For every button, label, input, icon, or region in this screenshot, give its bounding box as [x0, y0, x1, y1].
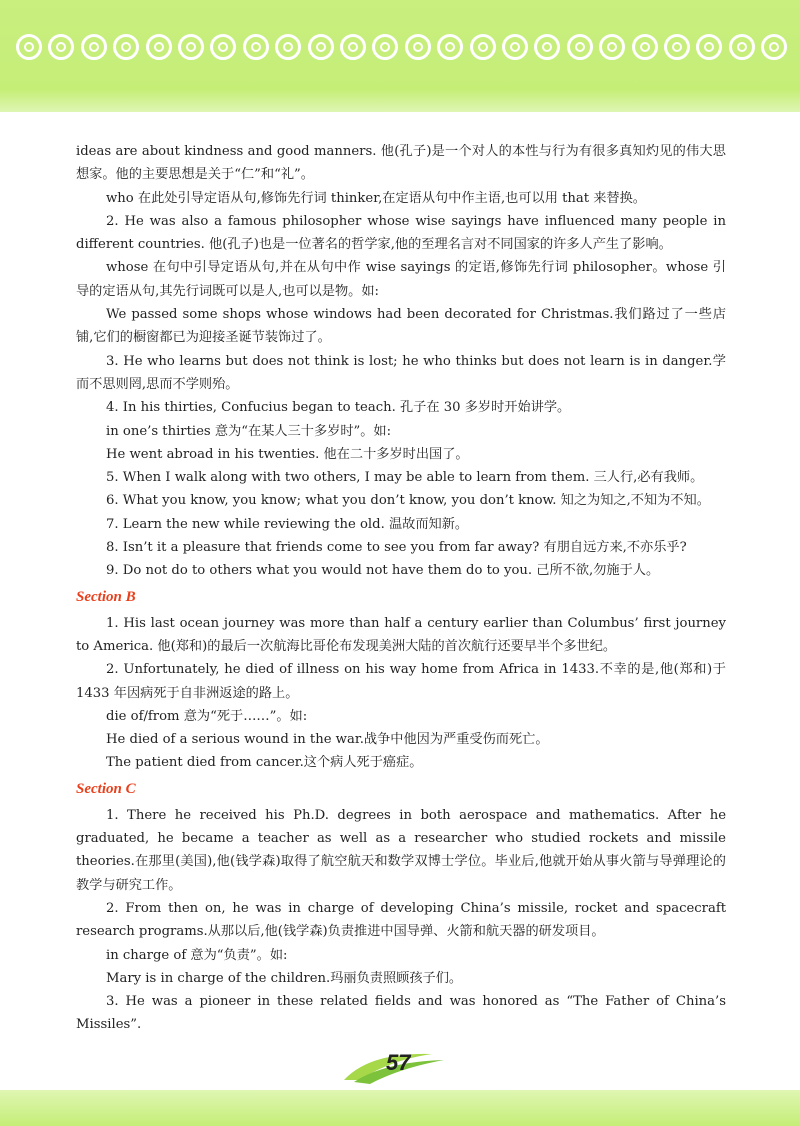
paragraph: die of/from 意为“死于……”。如: [106, 708, 308, 724]
paragraph: in charge of 意为“负责”。如: [106, 947, 288, 963]
ring-icon [340, 34, 366, 60]
ring-icon [599, 34, 625, 60]
ring-icon [113, 34, 139, 60]
ring-icon [664, 34, 690, 60]
ring-icon [405, 34, 431, 60]
ring-icon [567, 34, 593, 60]
paragraph: He died of a serious wound in the war.战争中他因为严重受伤而死亡。 [106, 732, 549, 748]
paragraph: 6. What you know, you know; what you don’t know, you don’t know. 知之为知之,不知为不知。 [106, 493, 710, 509]
paragraph: 2. He was also a famous philosopher whose wise sayings have influenced many people in different countries. 他(孔子)也是一位著名的哲学家,他的至理名言对不同国家的许多人产生了影响。 [76, 213, 726, 253]
paragraph: 3. He was a pioneer in these related fields and was honored as “The Father of China’s Missiles”. [76, 994, 726, 1033]
ring-icon [146, 34, 172, 60]
page-number: 57 [386, 1050, 411, 1075]
paragraph: He went abroad in his twenties. 他在二十多岁时出国了。 [106, 446, 469, 462]
decorative-rings [16, 34, 786, 74]
ring-icon [696, 34, 722, 60]
ring-icon [632, 34, 658, 60]
paragraph: who 在此处引导定语从句,修饰先行词 thinker,在定语从句中作主语,也可以用 that 来替换。 [106, 190, 646, 206]
ring-icon [243, 34, 269, 60]
ring-icon [48, 34, 74, 60]
section-c-heading: Section C [76, 780, 136, 797]
paragraph: 1. His last ocean journey was more than half a century earlier than Columbus’ first journey to America. 他(郑和)的最后一次航海比哥伦布发现美洲大陆的首次航行还要早半个多世纪。 [76, 615, 726, 654]
ring-icon [534, 34, 560, 60]
paragraph: whose 在句中引导定语从句,并在从句中作 wise sayings 的定语,修饰先行词 philosopher。whose 引导的定语从句,其先行词既可以是人,也可以是物。如: [76, 260, 726, 299]
section-b-heading: Section B [76, 588, 136, 605]
paragraph: 5. When I walk along with two others, I may be able to learn from them. 三人行,必有我师。 [106, 470, 704, 486]
footer-band [0, 1090, 800, 1126]
ring-icon [437, 34, 463, 60]
paragraph: 3. He who learns but does not think is lost; he who thinks but does not learn is in danger.学而不思则罔,思而不学则殆。 [76, 353, 726, 392]
ring-icon [308, 34, 334, 60]
ring-icon [372, 34, 398, 60]
ring-icon [761, 34, 787, 60]
paragraph: 7. Learn the new while reviewing the old. 温故而知新。 [106, 516, 469, 532]
page-content [76, 140, 726, 1037]
paragraph: ideas are about kindness and good manners. 他(孔子)是一个对人的本性与行为有很多真知灼见的伟大思想家。他的主要思想是关于“仁”和“礼”。 [76, 144, 726, 183]
ring-icon [81, 34, 107, 60]
ring-icon [178, 34, 204, 60]
paragraph: 2. From then on, he was in charge of developing China’s missile, rocket and spacecraft research programs.从那以后,他(钱学森)负责推进中国导弹、火箭和航天器的研发项目。 [76, 900, 726, 940]
paragraph: 2. Unfortunately, he died of illness on his way home from Africa in 1433.不幸的是,他(郑和)于1433 年因病死于自非洲返途的路上。 [76, 662, 726, 701]
paragraph: 9. Do not do to others what you would not have them do to you. 己所不欲,勿施于人。 [106, 563, 660, 579]
header-band [0, 0, 800, 112]
ring-icon [16, 34, 42, 60]
ring-icon [470, 34, 496, 60]
ring-icon [210, 34, 236, 60]
paragraph: 8. Isn’t it a pleasure that friends come to see you from far away? 有朋自远方来,不亦乐乎? [106, 540, 687, 556]
paragraph: in one’s thirties 意为“在某人三十多岁时”。如: [106, 423, 392, 439]
ring-icon [729, 34, 755, 60]
ring-icon [502, 34, 528, 60]
page-number-badge [340, 1046, 450, 1086]
paragraph: Mary is in charge of the children.玛丽负责照顾孩子们。 [106, 970, 463, 986]
paragraph: We passed some shops whose windows had been decorated for Christmas.我们路过了一些店铺,它们的橱窗都已为迎接圣诞节装饰过了。 [76, 307, 726, 346]
paragraph: 4. In his thirties, Confucius began to teach. 孔子在 30 多岁时开始讲学。 [106, 400, 571, 416]
paragraph: The patient died from cancer.这个病人死于癌症。 [106, 755, 423, 771]
paragraph: 1. There he received his Ph.D. degrees in both aerospace and mathematics. After he graduated, he became a teacher as well as a researcher who studied rockets and missile theories.在那里(美国),他(钱学森)取得了航空航天和数学双博士学位。毕业后,他就开始从事火箭与导弹理论的教学与研究工作。 [76, 807, 726, 893]
ring-icon [275, 34, 301, 60]
